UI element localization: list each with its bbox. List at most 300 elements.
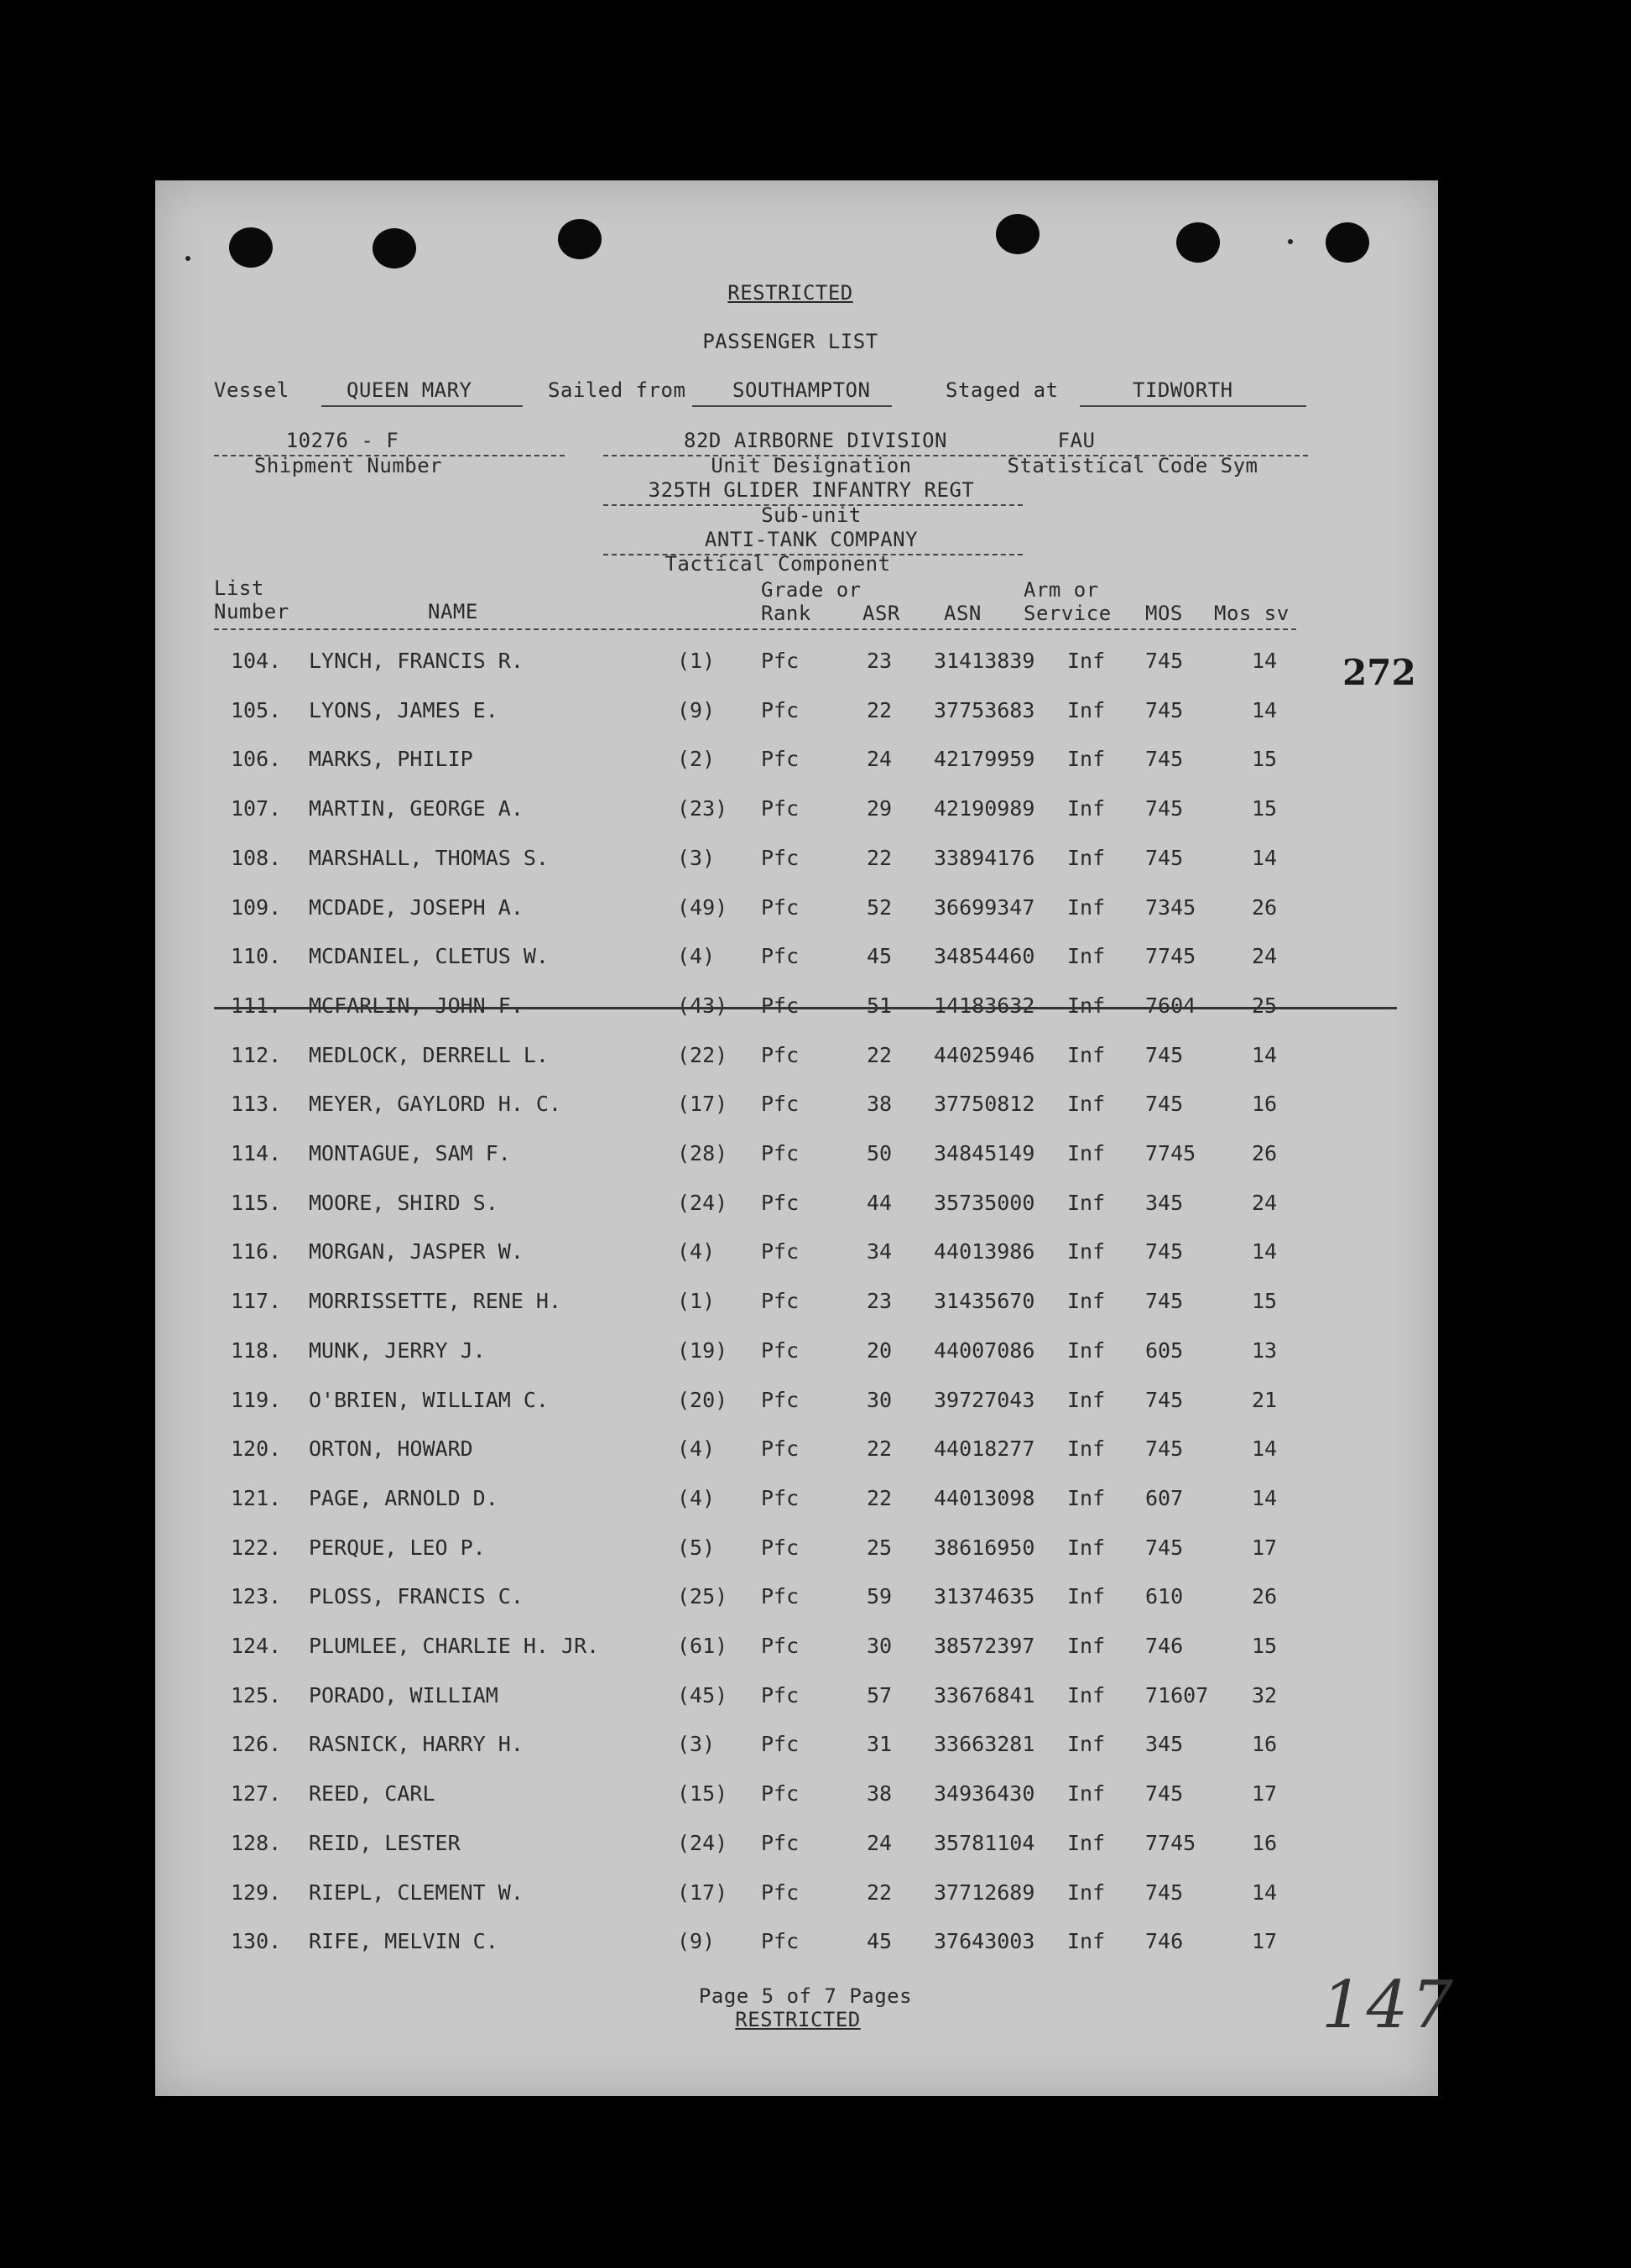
asr: 50 (867, 1141, 893, 1165)
list-number: 116. (231, 1239, 282, 1264)
table-row (155, 1732, 1438, 1765)
mos: 7745 (1145, 944, 1196, 969)
column-header-line (214, 628, 1296, 630)
grade: Pfc (761, 697, 800, 722)
table-row (155, 993, 1438, 1027)
list-number: 105. (231, 697, 282, 722)
asr: 45 (867, 1929, 893, 1954)
mos: 745 (1145, 1436, 1184, 1462)
table-row (155, 1683, 1438, 1717)
asr: 30 (867, 1387, 893, 1412)
restricted-label-bottom: RESTRICTED (735, 2008, 861, 2031)
asr: 24 (867, 747, 893, 772)
asn: 42190989 (934, 796, 1035, 821)
passenger-name: RASNICK, HARRY H. (309, 1732, 524, 1757)
grade: Pfc (761, 1387, 800, 1412)
punch-hole (558, 219, 602, 259)
speck (1288, 239, 1293, 244)
arm: Inf (1067, 1485, 1106, 1510)
col-asn: ASN (944, 602, 982, 625)
vessel-value: QUEEN MARY (347, 378, 472, 402)
mos: 745 (1145, 747, 1184, 772)
list-number: 106. (231, 747, 282, 772)
asr: 29 (867, 796, 893, 821)
list-number: 123. (231, 1584, 282, 1609)
grade: Pfc (761, 1634, 800, 1658)
staged-underline (1080, 405, 1306, 407)
grade: Pfc (761, 1682, 800, 1708)
asn: 35735000 (934, 1190, 1035, 1215)
mos: 345 (1145, 1732, 1184, 1757)
code: (17) (677, 1880, 728, 1905)
mos: 610 (1145, 1584, 1184, 1609)
page-indicator: Page 5 of 7 Pages (698, 1984, 913, 2008)
mos: 745 (1145, 649, 1184, 673)
code: (43) (677, 993, 728, 1018)
code: (19) (677, 1337, 728, 1363)
col-asr: ASR (862, 602, 900, 625)
grade: Pfc (761, 1485, 800, 1510)
table-row (155, 698, 1438, 732)
asr: 44 (867, 1190, 893, 1215)
list-number: 113. (231, 1092, 282, 1117)
mos: 745 (1145, 1781, 1184, 1807)
mos: 745 (1145, 1042, 1184, 1067)
tactical-component-value: ANTI-TANK COMPANY (704, 528, 919, 551)
vessel-underline (321, 405, 523, 407)
table-row (155, 895, 1438, 929)
code: (22) (677, 1042, 728, 1067)
passenger-name: PLUMLEE, CHARLIE H. JR. (309, 1634, 600, 1658)
passenger-name: LYNCH, FRANCIS R. (309, 649, 524, 673)
code: (4) (677, 1436, 716, 1462)
arm: Inf (1067, 1289, 1106, 1314)
handwritten-number: 147 (1321, 1968, 1456, 2043)
passenger-name: PLOSS, FRANCIS C. (309, 1584, 524, 1609)
asn: 44025946 (934, 1042, 1035, 1067)
mos: 745 (1145, 796, 1184, 821)
col-arm-1: Arm or (1024, 578, 1099, 602)
grade: Pfc (761, 1584, 800, 1609)
passenger-name: LYONS, JAMES E. (309, 697, 498, 722)
staged-label: Staged at (946, 378, 1059, 402)
asn: 14183632 (934, 993, 1035, 1018)
arm: Inf (1067, 1535, 1106, 1560)
arm: Inf (1067, 894, 1106, 920)
mos-sv: 14 (1252, 649, 1278, 673)
list-number: 111. (231, 993, 282, 1018)
code: (24) (677, 1190, 728, 1215)
code: (9) (677, 697, 716, 722)
punch-hole (373, 228, 416, 269)
code: (49) (677, 894, 728, 920)
asn: 38572397 (934, 1634, 1035, 1658)
speck (185, 256, 190, 261)
grade: Pfc (761, 1781, 800, 1807)
asr: 59 (867, 1584, 893, 1609)
passenger-name: REED, CARL (309, 1781, 435, 1807)
mos: 7745 (1145, 1830, 1196, 1855)
grade: Pfc (761, 1830, 800, 1855)
asn: 44007086 (934, 1337, 1035, 1363)
passenger-name: MOORE, SHIRD S. (309, 1190, 498, 1215)
vessel-label: Vessel (214, 378, 289, 402)
asn: 34845149 (934, 1141, 1035, 1165)
grade: Pfc (761, 1239, 800, 1264)
col-name: NAME (428, 600, 478, 623)
mos-sv: 25 (1252, 993, 1278, 1018)
table-row (155, 1880, 1438, 1914)
mos: 7604 (1145, 993, 1196, 1018)
grade: Pfc (761, 944, 800, 969)
mos-sv: 26 (1252, 1584, 1278, 1609)
asr: 57 (867, 1682, 893, 1708)
mos-sv: 17 (1252, 1929, 1278, 1954)
asn: 31435670 (934, 1289, 1035, 1314)
asr: 31 (867, 1732, 893, 1757)
asr: 24 (867, 1830, 893, 1855)
statistical-code-value: FAU (1057, 429, 1096, 452)
mos-sv: 14 (1252, 697, 1278, 722)
statistical-code-label: Statistical Code Sym (1007, 454, 1258, 477)
grade: Pfc (761, 649, 800, 673)
arm: Inf (1067, 1436, 1106, 1462)
code: (4) (677, 1239, 716, 1264)
code: (20) (677, 1387, 728, 1412)
asr: 23 (867, 649, 893, 673)
table-row (155, 1141, 1438, 1175)
mos-sv: 16 (1252, 1732, 1278, 1757)
sailed-value: SOUTHAMPTON (732, 378, 871, 402)
punch-hole (229, 227, 273, 268)
asn: 36699347 (934, 894, 1035, 920)
passenger-name: MORGAN, JASPER W. (309, 1239, 524, 1264)
arm: Inf (1067, 1042, 1106, 1067)
table-row (155, 1929, 1438, 1963)
asn: 31413839 (934, 649, 1035, 673)
grade: Pfc (761, 1092, 800, 1117)
col-arm-2: Service (1024, 602, 1112, 625)
punch-hole (1326, 222, 1369, 263)
passenger-name: MEYER, GAYLORD H. C. (309, 1092, 562, 1117)
table-row (155, 1831, 1438, 1864)
passenger-name: MCDANIEL, CLETUS W. (309, 944, 549, 969)
asn: 37643003 (934, 1929, 1035, 1954)
asr: 34 (867, 1239, 893, 1264)
col-mos: MOS (1145, 602, 1183, 625)
mos: 745 (1145, 1387, 1184, 1412)
arm: Inf (1067, 1634, 1106, 1658)
unit-designation-label: Unit Designation (711, 454, 912, 477)
passenger-name: MARSHALL, THOMAS S. (309, 845, 549, 870)
table-row (155, 1043, 1438, 1077)
asn: 38616950 (934, 1535, 1035, 1560)
asn: 35781104 (934, 1830, 1035, 1855)
code: (45) (677, 1682, 728, 1708)
table-row (155, 1092, 1438, 1125)
grade: Pfc (761, 1732, 800, 1757)
page-stamp-number: 272 (1342, 652, 1416, 693)
asn: 34854460 (934, 944, 1035, 969)
asn: 42179959 (934, 747, 1035, 772)
asn: 34936430 (934, 1781, 1035, 1807)
asr: 22 (867, 1436, 893, 1462)
code: (25) (677, 1584, 728, 1609)
list-number: 115. (231, 1190, 282, 1215)
asr: 22 (867, 697, 893, 722)
list-number: 114. (231, 1141, 282, 1165)
passenger-name: ORTON, HOWARD (309, 1436, 473, 1462)
asn: 39727043 (934, 1387, 1035, 1412)
arm: Inf (1067, 1141, 1106, 1165)
passenger-name: MCDADE, JOSEPH A. (309, 894, 524, 920)
code: (28) (677, 1141, 728, 1165)
mos: 745 (1145, 1880, 1184, 1905)
code: (1) (677, 649, 716, 673)
passenger-name: MUNK, JERRY J. (309, 1337, 486, 1363)
col-mos-sv: Mos sv (1214, 602, 1290, 625)
mos: 71607 (1145, 1682, 1209, 1708)
asr: 22 (867, 1485, 893, 1510)
table-row (155, 1634, 1438, 1667)
document-page (155, 180, 1456, 2096)
shipment-number-value: 10276 - F (285, 429, 399, 452)
list-number: 120. (231, 1436, 282, 1462)
mos: 746 (1145, 1634, 1184, 1658)
list-number: 104. (231, 649, 282, 673)
list-number: 125. (231, 1682, 282, 1708)
passenger-name: MARKS, PHILIP (309, 747, 473, 772)
mos-sv: 24 (1252, 944, 1278, 969)
arm: Inf (1067, 1337, 1106, 1363)
arm: Inf (1067, 697, 1106, 722)
code: (3) (677, 845, 716, 870)
list-number: 124. (231, 1634, 282, 1658)
asn: 37712689 (934, 1880, 1035, 1905)
mos: 607 (1145, 1485, 1184, 1510)
mos-sv: 15 (1252, 747, 1278, 772)
asn: 37750812 (934, 1092, 1035, 1117)
table-row (155, 1289, 1438, 1322)
arm: Inf (1067, 993, 1106, 1018)
mos-sv: 32 (1252, 1682, 1278, 1708)
mos-sv: 24 (1252, 1190, 1278, 1215)
table-row (155, 1535, 1438, 1569)
arm: Inf (1067, 1781, 1106, 1807)
arm: Inf (1067, 1830, 1106, 1855)
list-number: 109. (231, 894, 282, 920)
grade: Pfc (761, 993, 800, 1018)
unit-designation-value: 82D AIRBORNE DIVISION (684, 429, 947, 452)
grade: Pfc (761, 796, 800, 821)
list-number: 107. (231, 796, 282, 821)
grade: Pfc (761, 1880, 800, 1905)
tactical-component-label: Tactical Component (664, 552, 891, 576)
table-row (155, 846, 1438, 879)
passenger-name: PAGE, ARNOLD D. (309, 1485, 498, 1510)
table-row (155, 1239, 1438, 1273)
arm: Inf (1067, 796, 1106, 821)
grade: Pfc (761, 1190, 800, 1215)
subunit-label: Sub-unit (761, 503, 862, 527)
mos: 745 (1145, 697, 1184, 722)
passenger-name: MONTAGUE, SAM F. (309, 1141, 511, 1165)
asr: 20 (867, 1337, 893, 1363)
asr: 30 (867, 1634, 893, 1658)
list-number: 119. (231, 1387, 282, 1412)
grade: Pfc (761, 747, 800, 772)
mos-sv: 26 (1252, 894, 1278, 920)
punch-hole (996, 214, 1040, 254)
mos-sv: 16 (1252, 1092, 1278, 1117)
mos: 745 (1145, 845, 1184, 870)
code: (3) (677, 1732, 716, 1757)
passenger-name: RIEPL, CLEMENT W. (309, 1880, 524, 1905)
arm: Inf (1067, 649, 1106, 673)
table-row (155, 1781, 1438, 1815)
code: (15) (677, 1781, 728, 1807)
asn: 44013098 (934, 1485, 1035, 1510)
mos-sv: 17 (1252, 1535, 1278, 1560)
asn: 33663281 (934, 1732, 1035, 1757)
arm: Inf (1067, 1732, 1106, 1757)
arm: Inf (1067, 747, 1106, 772)
grade: Pfc (761, 1289, 800, 1314)
mos: 745 (1145, 1092, 1184, 1117)
mos: 7745 (1145, 1141, 1196, 1165)
mos-sv: 14 (1252, 1042, 1278, 1067)
asr: 22 (867, 1042, 893, 1067)
asr: 23 (867, 1289, 893, 1314)
mos-sv: 14 (1252, 1239, 1278, 1264)
mos-sv: 14 (1252, 1880, 1278, 1905)
mos-sv: 21 (1252, 1387, 1278, 1412)
asn: 44018277 (934, 1436, 1035, 1462)
table-row (155, 1191, 1438, 1224)
col-grade-1: Grade or (761, 578, 862, 602)
asr: 25 (867, 1535, 893, 1560)
passenger-name: MEDLOCK, DERRELL L. (309, 1042, 549, 1067)
asn: 37753683 (934, 697, 1035, 722)
code: (23) (677, 796, 728, 821)
asn: 33894176 (934, 845, 1035, 870)
code: (2) (677, 747, 716, 772)
passenger-name: RIFE, MELVIN C. (309, 1929, 498, 1954)
page-title: PASSENGER LIST (702, 330, 878, 353)
table-row (155, 649, 1438, 682)
asr: 22 (867, 845, 893, 870)
mos-sv: 15 (1252, 1634, 1278, 1658)
arm: Inf (1067, 944, 1106, 969)
mos-sv: 13 (1252, 1337, 1278, 1363)
passenger-name: REID, LESTER (309, 1830, 461, 1855)
asn: 33676841 (934, 1682, 1035, 1708)
asr: 22 (867, 1880, 893, 1905)
arm: Inf (1067, 1880, 1106, 1905)
table-row (155, 1388, 1438, 1421)
list-number: 118. (231, 1337, 282, 1363)
code: (1) (677, 1289, 716, 1314)
list-number: 129. (231, 1880, 282, 1905)
code: (4) (677, 1485, 716, 1510)
table-row (155, 1486, 1438, 1520)
mos-sv: 14 (1252, 845, 1278, 870)
table-row (155, 1584, 1438, 1618)
code: (9) (677, 1929, 716, 1954)
mos: 745 (1145, 1239, 1184, 1264)
arm: Inf (1067, 1190, 1106, 1215)
sailed-label: Sailed from (548, 378, 686, 402)
grade: Pfc (761, 1337, 800, 1363)
passenger-name: MCFARLIN, JOHN F. (309, 993, 524, 1018)
code: (4) (677, 944, 716, 969)
list-number: 117. (231, 1289, 282, 1314)
mos-sv: 15 (1252, 796, 1278, 821)
col-grade-2: Rank (761, 602, 811, 625)
mos-sv: 14 (1252, 1485, 1278, 1510)
asr: 38 (867, 1781, 893, 1807)
code: (24) (677, 1830, 728, 1855)
asr: 51 (867, 993, 893, 1018)
arm: Inf (1067, 1092, 1106, 1117)
arm: Inf (1067, 1239, 1106, 1264)
table-row (155, 944, 1438, 978)
sailed-underline (692, 405, 892, 407)
staged-value: TIDWORTH (1133, 378, 1233, 402)
asn: 31374635 (934, 1584, 1035, 1609)
passenger-name: MARTIN, GEORGE A. (309, 796, 524, 821)
mos: 605 (1145, 1337, 1184, 1363)
col-list-number-1: List (214, 576, 264, 600)
mos: 745 (1145, 1535, 1184, 1560)
shipment-number-label: Shipment Number (253, 454, 443, 477)
list-number: 108. (231, 845, 282, 870)
mos-sv: 16 (1252, 1830, 1278, 1855)
list-number: 112. (231, 1042, 282, 1067)
strike-through (214, 1007, 1397, 1009)
grade: Pfc (761, 894, 800, 920)
mos: 345 (1145, 1190, 1184, 1215)
passenger-name: PORADO, WILLIAM (309, 1682, 498, 1708)
list-number: 110. (231, 944, 282, 969)
code: (5) (677, 1535, 716, 1560)
grade: Pfc (761, 1535, 800, 1560)
mos-sv: 26 (1252, 1141, 1278, 1165)
grade: Pfc (761, 1141, 800, 1165)
mos-sv: 15 (1252, 1289, 1278, 1314)
restricted-label-top: RESTRICTED (727, 281, 853, 305)
list-number: 121. (231, 1485, 282, 1510)
table-row (155, 1338, 1438, 1372)
arm: Inf (1067, 1929, 1106, 1954)
grade: Pfc (761, 1436, 800, 1462)
arm: Inf (1067, 1387, 1106, 1412)
list-number: 128. (231, 1830, 282, 1855)
passenger-name: PERQUE, LEO P. (309, 1535, 486, 1560)
table-row (155, 747, 1438, 780)
grade: Pfc (761, 845, 800, 870)
list-number: 130. (231, 1929, 282, 1954)
grade: Pfc (761, 1929, 800, 1954)
list-number: 122. (231, 1535, 282, 1560)
list-number: 127. (231, 1781, 282, 1807)
subunit-value: 325TH GLIDER INFANTRY REGT (648, 478, 975, 502)
grade: Pfc (761, 1042, 800, 1067)
asr: 45 (867, 944, 893, 969)
passenger-name: MORRISSETTE, RENE H. (309, 1289, 562, 1314)
punch-hole (1176, 222, 1220, 263)
table-row (155, 796, 1438, 830)
